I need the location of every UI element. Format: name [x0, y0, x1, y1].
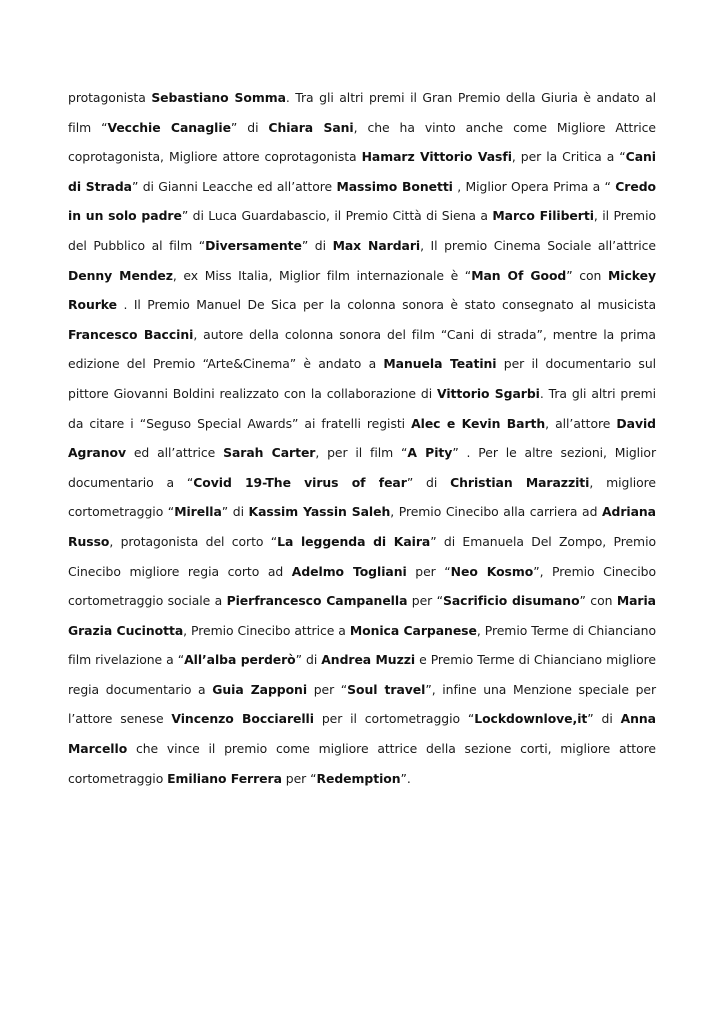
- bold-name-run: Chiara Sani: [268, 119, 354, 135]
- text-run: , Premio Cinecibo alla carriera ad: [390, 504, 602, 520]
- text-run: che vince il premio come migliore attrice della sezione corti, migliore attore cortometraggio: [68, 741, 656, 786]
- text-run: , per il film “: [315, 445, 408, 461]
- text-run: ” di: [221, 504, 249, 520]
- text-run: . Il Premio Manuel De Sica per la colonna sonora è stato consegnato al musicista: [117, 297, 656, 313]
- text-run: ”, infine una Menzione speciale per l’attore senese: [68, 681, 656, 727]
- text-run: per il cortometraggio “: [313, 711, 475, 727]
- text-run: ” di: [587, 711, 621, 727]
- bold-name-run: Maria Grazia Cucinotta: [68, 593, 656, 638]
- bold-name-run: Covid 19-The virus of fear: [193, 474, 407, 490]
- bold-name-run: David Agranov: [68, 415, 656, 461]
- bold-name-run: Adriana Russo: [68, 504, 656, 549]
- text-run: ” di Luca Guardabascio, il Premio Città di Siena a: [181, 208, 493, 224]
- bold-name-run: Vittorio Sgarbi: [437, 385, 540, 401]
- text-run: , ex Miss Italia, Miglior film internazionale è “: [172, 267, 472, 283]
- text-run: , migliore cortometraggio “: [68, 474, 657, 520]
- bold-name-run: Cani di Strada: [68, 149, 656, 194]
- bold-name-run: Pierfrancesco Campanella: [226, 593, 408, 609]
- bold-name-run: A Pity: [407, 445, 453, 461]
- text-run: per il documentario sul pittore Giovanni Boldini realizzato con la collaborazione di: [68, 356, 657, 401]
- text-run: , protagonista del corto “: [109, 533, 278, 549]
- bold-name-run: Emiliano Ferrera: [167, 770, 282, 786]
- text-run: ”, Premio Cinecibo cortometraggio sociale a: [68, 563, 656, 609]
- bold-name-run: All’alba perderò: [184, 652, 296, 668]
- bold-name-run: Adelmo Togliani: [291, 563, 407, 579]
- bold-name-run: Alec e Kevin Barth: [411, 415, 546, 431]
- bold-name-run: Anna Marcello: [68, 711, 656, 757]
- bold-name-run: Neo Kosmo: [450, 563, 534, 579]
- text-run: , il Premio del Pubblico al film “: [68, 208, 656, 253]
- bold-name-run: Lockdownlove,it: [474, 711, 588, 727]
- bold-name-run: Vecchie Canaglie: [107, 119, 231, 135]
- bold-name-run: Mickey Rourke: [68, 267, 656, 313]
- text-run: per “: [407, 593, 443, 609]
- bold-name-run: Hamarz Vittorio Vasfi: [361, 149, 512, 165]
- text-run: , per la Critica a “: [511, 149, 626, 165]
- text-run: , Il premio Cinema Sociale all’attrice: [420, 237, 656, 253]
- bold-name-run: Massimo Bonetti: [336, 178, 453, 194]
- bold-name-run: Soul travel: [347, 681, 426, 697]
- text-run: per “: [406, 563, 451, 579]
- bold-name-run: Andrea Muzzi: [321, 652, 416, 668]
- text-run: e Premio Terme di Chianciano migliore regia documentario a: [68, 652, 656, 697]
- text-run: per “: [307, 681, 348, 697]
- body-paragraph: [68, 83, 656, 793]
- text-run: ” di: [295, 652, 322, 668]
- text-run: ” con: [566, 267, 608, 283]
- bold-name-run: Marco Filiberti: [492, 208, 594, 224]
- text-run: , all’attore: [545, 415, 617, 431]
- text-run: ”.: [400, 770, 411, 786]
- bold-name-run: Manuela Teatini: [383, 356, 497, 372]
- bold-name-run: Denny Mendez: [68, 267, 173, 283]
- text-run: per “: [281, 770, 317, 786]
- text-run: . Tra gli altri premi da citare i “Seguso Special Awards” ai fratelli registi: [68, 385, 656, 431]
- text-run: ” di Gianni Leacche ed all’attore: [132, 178, 337, 194]
- text-run: , autore della colonna sonora del film “Cani di strada”, mentre la prima edizione del Premio “Arte&Cinema” è andato a: [68, 326, 656, 372]
- text-run: protagonista: [68, 90, 152, 105]
- text-run: , Miglior Opera Prima a “: [452, 178, 616, 194]
- bold-name-run: Christian Marazziti: [450, 474, 590, 490]
- bold-name-run: Man Of Good: [471, 267, 567, 283]
- bold-name-run: Max Nardari: [332, 237, 421, 253]
- text-run: , Premio Terme di Chianciano film rivelazione a “: [68, 622, 657, 668]
- bold-name-run: Diversamente: [205, 237, 302, 253]
- text-run: ” di Emanuela Del Zompo, Premio Cinecibo migliore regia corto ad: [68, 533, 656, 579]
- text-run: ” . Per le altre sezioni, Miglior documentario a “: [68, 445, 657, 490]
- text-run: ” di: [406, 474, 451, 490]
- text-run: , Premio Cinecibo attrice a: [183, 622, 350, 638]
- bold-name-run: Sebastiano Somma: [151, 90, 286, 105]
- bold-name-run: Francesco Baccini: [68, 326, 194, 342]
- bold-name-run: Guia Zapponi: [212, 681, 308, 697]
- text-run: ” di: [301, 237, 333, 253]
- bold-name-run: Kassim Yassin Saleh: [248, 504, 391, 520]
- text-run: , che ha vinto anche come Migliore Attrice coprotagonista, Migliore attore coprotagonista: [68, 119, 656, 165]
- text-run: . Tra gli altri premi il Gran Premio della Giuria è andato al film “: [68, 90, 657, 135]
- bold-name-run: Mirella: [174, 504, 222, 520]
- bold-name-run: Sarah Carter: [223, 445, 316, 461]
- bold-name-run: Redemption: [316, 770, 401, 786]
- text-run: ” di: [230, 119, 269, 135]
- bold-name-run: Sacrificio disumano: [443, 593, 580, 609]
- bold-name-run: Monica Carpanese: [349, 622, 477, 638]
- text-run: ” con: [579, 593, 617, 609]
- text-run: ed all’attrice: [126, 445, 224, 461]
- bold-name-run: Credo in un solo padre: [68, 178, 656, 224]
- bold-name-run: La leggenda di Kaira: [277, 533, 431, 549]
- bold-name-run: Vincenzo Bocciarelli: [171, 711, 314, 727]
